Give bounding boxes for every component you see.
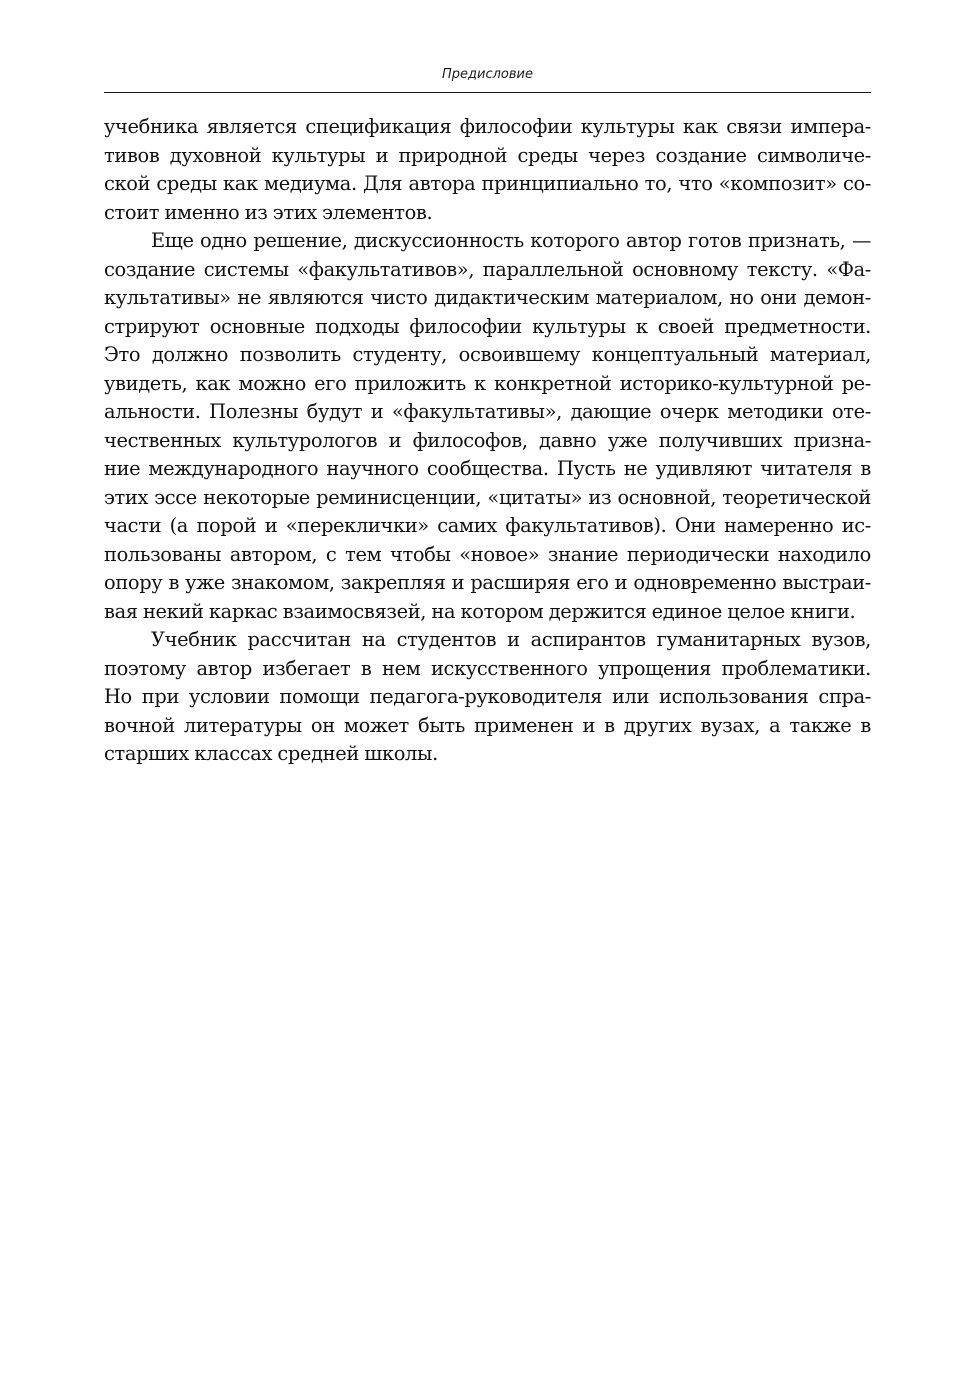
text-line: учебника является спецификация философии культуры как связи импера- (104, 115, 871, 138)
paragraph-1 (104, 113, 871, 227)
text-line: создание системы «факультативов», параллельной основному тексту. «Фа- (104, 257, 871, 281)
text-line: части (а порой и «переклички» самих факультативов). Они намеренно ис- (104, 514, 871, 537)
text-line: этих эссе некоторые реминисценции, «цитаты» из основной, теоретической (104, 485, 871, 509)
text-line: пользованы автором, с тем чтобы «новое» знание периодически находило (104, 542, 871, 566)
text-line: стрируют основные подходы философии культуры к своей предметности. (104, 314, 871, 338)
text-line: тивов духовной культуры и природной среды через создание символиче- (104, 143, 871, 167)
text-line: ской среды как медиума. Для автора принципиально то, что «композит» со- (104, 172, 871, 195)
header-rule (104, 92, 871, 93)
text-line: вая некий каркас взаимосвязей, на котором держится единое целое книги. (104, 599, 856, 623)
text-line: альности. Полезны будут и «факультативы», дающие очерк методики оте- (104, 400, 871, 423)
text-line: культативы» не являются чисто дидактическим материалом, но они демон- (104, 286, 871, 309)
text-line: стоит именно из этих элементов. (104, 200, 433, 224)
text-line: увидеть, как можно его приложить к конкретной историко-культурной ре- (104, 371, 871, 395)
text-line: Но при условии помощи педагога-руководителя или использования спра- (104, 685, 871, 708)
text-line: Еще одно решение, дискуссионность которого автор готов признать, — (151, 229, 871, 252)
text-line: ние международного научного сообщества. Пусть не удивляют читателя в (104, 457, 871, 480)
text-line: поэтому автор избегает в нем искусственного упрощения проблематики. (104, 656, 871, 680)
text-line: Учебник рассчитан на студентов и аспирантов гуманитарных вузов, (151, 628, 871, 651)
text-line: чественных культурологов и философов, давно уже получивших призна- (104, 428, 871, 452)
running-title: Предисловие (442, 67, 533, 82)
text-line: старших классах средней школы. (104, 742, 438, 765)
text-line: Это должно позволить студенту, освоившему концептуальный материал, (104, 343, 871, 366)
text-line: вочной литературы он может быть применен и в других вузах, а также в (104, 713, 871, 737)
paragraph-3 (104, 626, 871, 769)
paragraph-2 (104, 227, 871, 626)
body-text (104, 113, 871, 769)
text-line: опору в уже знакомом, закрепляя и расширяя его и одновременно выстраи- (104, 571, 871, 594)
